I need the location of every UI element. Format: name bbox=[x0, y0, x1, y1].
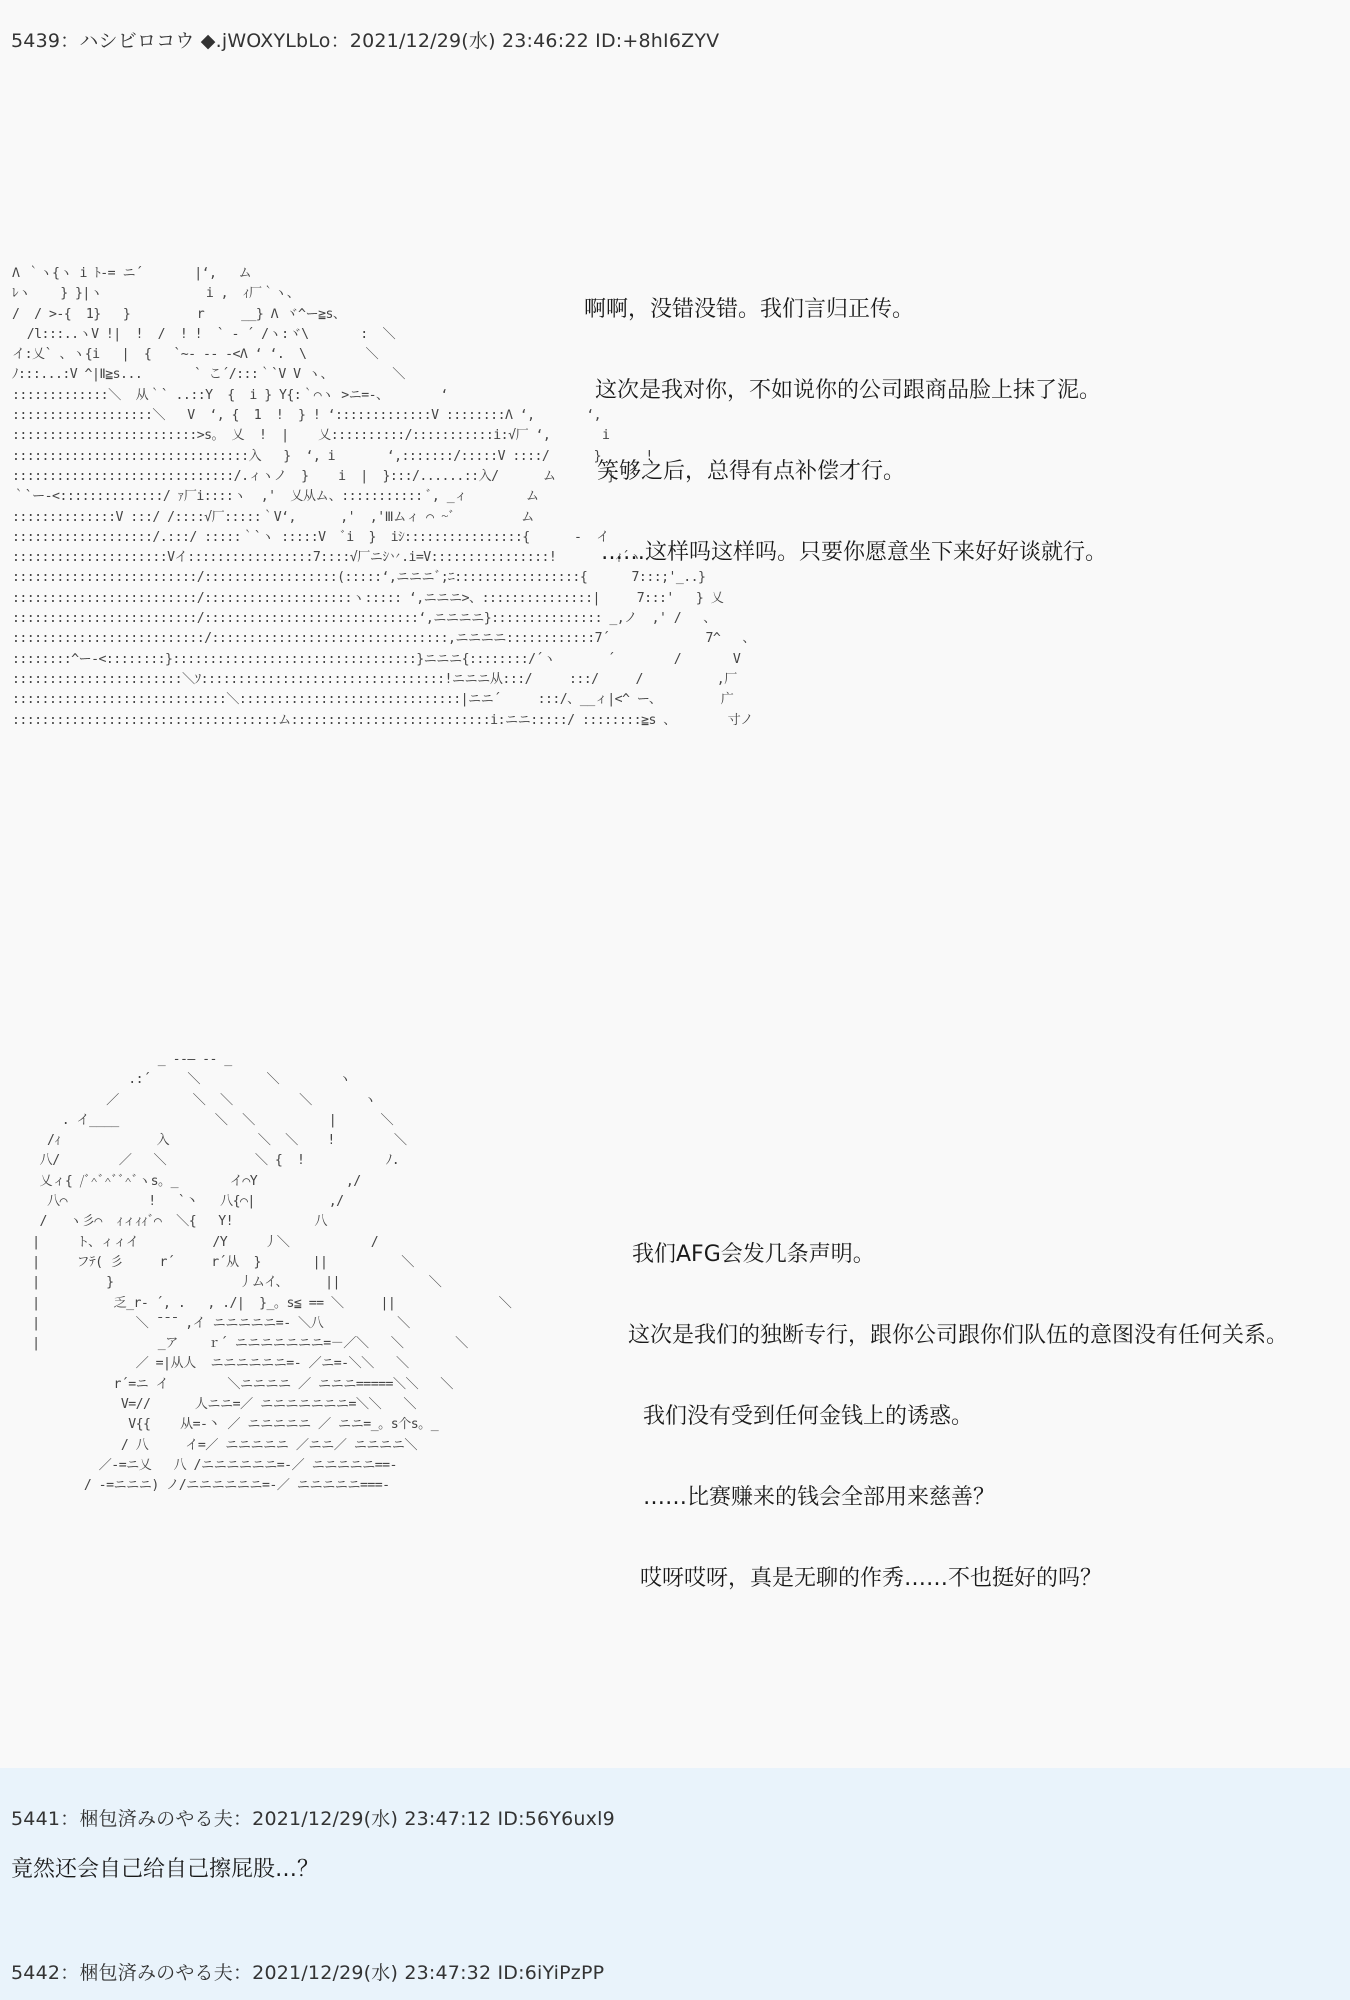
dialogue-line: 我们没有受到任何金钱上的诱惑。 bbox=[643, 1404, 974, 1429]
dialogue-line: 哎呀哎呀，真是无聊的作秀……不也挺好的吗？ bbox=[640, 1566, 1103, 1591]
post-body: 竟然还会自己给自己擦屁股…？ bbox=[11, 1857, 320, 1882]
dialogue-line: 啊啊，没错没错。我们言归正传。 bbox=[584, 297, 915, 322]
post-header: 5442：梱包済みのやる夫：2021/12/29(水) 23:47:32 ID:6iYiPzPP bbox=[11, 1962, 605, 1984]
dialogue-line: 这次是我对你，不如说你的公司跟商品脸上抹了泥。 bbox=[595, 378, 1102, 403]
dialogue-line: 这次是我们的独断专行，跟你公司跟你们队伍的意图没有任何关系。 bbox=[628, 1323, 1289, 1348]
post-5442 bbox=[0, 1928, 1350, 2000]
dialogue-line: ……比赛赚来的钱会全部用来慈善？ bbox=[643, 1485, 996, 1510]
ascii-art-character: _ -‐― -- _ .:´ ＼ ＼ ヽ ／ ＼ ＼ ＼ ヽ . イ____ ＼ ＼ | ＼ /ｨ 入 ＼ ＼ ! ＼ 八/ ／ ＼ ＼ { ! ﾉ. 乂ィ{ /ﾞ^ﾞ^ﾞﾞ^ﾞヽs。_ イ⌒Y ,/ 八⌒ ! `丶 八{⌒| ,/ / ヽ彡⌒ ｨィｨｨﾞ⌒ ＼{ Y! 八 | ト、ィィイ /Y 丿＼ / | フﾃ( 彡 r´ r´从 } || ＼ | } 丿ムイ、 || ＼ | 乏_r‐ ´, . , ./| }_。s≦ == ＼ || ＼ | ＼ ̄ ̄ ̄ ,イ ニニニニニ=- ＼八 ＼ | _ア ｒ´ ニニニニニニニ=－／＼ ＼ ＼ ／ =|从人 ニニニニニニ=- ／ニ=-＼＼ ＼ r´=ニ イ ＼ニニニニ ／ ニニニ=====＼＼ ＼ V=// 人ニニ=／ ニニニニニニニ=＼＼ ＼ V{{ 从=-丶 ／ ニニニニニ ／ ニニ=_。s个s。_ / 八 イ=／ ニニニニニ ／ニニ／ ニニニニ＼ ／-=ニ乂 八 /ニニニニニニ=-／ ニニニニニ==- / -=ニニニ) ノ/ニニニニニニ=-／ ニニニニニ===- bbox=[32, 1052, 512, 1494]
post-header: 5441：梱包済みのやる夫：2021/12/29(水) 23:47:12 ID:56Y6uxl9 bbox=[11, 1808, 615, 1830]
post-5441 bbox=[0, 1768, 1350, 1928]
dialogue-line: 笑够之后，总得有点补偿才行。 bbox=[597, 459, 906, 484]
ascii-art-character: Λ ｀ヽ{ヽ i ﾄ-= ニ´ |‘, ム ﾚヽ } }|ヽ i , ｨ厂｀ヽ、 / / >-{ 1} } r __} Λ ヾ^ー≧s、 /l:::..ヽV !| ! / ! ! ` ‐ ´ /ヽ:ヾ\ : ＼ イ:乂` 、ヽ{i | { `~- -- -<Λ ‘ ‘. \ ＼ ﾉ:::...:V ^|Ⅱ≧s... ` こ´/:::｀`V V ヽ、 ＼ :::::::::::::＼ 从｀` ..::Y { i } Y{:｀⌒ヽ >ニ=-、 ‘ :::::::::::::::::::＼ V ‘, { 1 ! } ! ‘:::::::::::::V ::::::::Λ ‘, ‘, :::::::::::::::::::::::::>s。 乂 ! | 乂::::::::::/:::::::::::i:√厂 ‘, i ::::::::::::::::::::::::::::::::入 } ‘, i ‘,:::::::/:::::V ::::/ } ! ::::::::::::::::::::::::::::::/.ィヽノ } i | }:::/......::入/ ム } ｀`ー-<::::::::::::::/ ｧ厂i::::ヽ ,' 乂从ム、::::::::::: ﾞ, _ィ ム ::::::::::::::V :::/ /::::√厂:::::｀V‘, ,' ,'Ⅲムィ ⌒ ~ﾞ ム :::::::::::::::::::/.:::/ :::::｀`ヽ :::::V ﾞi } iｼ::::::::::::::::{ - イ :::::::::::::::::::::Vイ:::::::::::::::::7::::√厂ニｼ丷.i=V::::::::::::::::! ｨ´ヽ :::::::::::::::::::::::::/::::::::::::::::::(:::::‘,ニニニﾞ;ﾆ:::::::::::::::::{ 7:::;'_..} :::::::::::::::::::::::::/::::::::::::::::::::ヽ::::: ‘,ニニニ>、:::::::::::::::| 7:::' } 乂 :::::::::::::::::::::::::/:::::::::::::::::::::::::::::‘,ニニニニ}::::::::::::::: _,ノ ,' / 、 ::::::::::::::::::::::::::/::::::::::::::::::::::::::::::::,ニニニニ::::::::::::7´ 7^ 、 ::::::::^ー‐<::::::::}:::::::::::::::::::::::::::::::::}ニニニ{::::::::/´ヽ ´ / V :::::::::::::::::::::::＼ｿ:::::::::::::::::::::::::::::::::!ニニニ从:::/ :::/ / ,厂 :::::::::::::::::::::::::::::＼::::::::::::::::::::::::::::::|ニニ´ :::/、__ィ|<^ ー、 广 ::::::::::::::::::::::::::::::::::::ム:::::::::::::::::::::::::::i:ニニ:::::/ ::::::::≧s 、 寸ノ bbox=[12, 266, 756, 728]
post-header: 5439：ハシビロコウ ◆.jWOXYLbLo：2021/12/29(水) 23:46:22 ID:+8hI6ZYV bbox=[11, 30, 720, 52]
dialogue-line: 我们AFG会发几条声明。 bbox=[632, 1242, 875, 1267]
dialogue-line: ……这样吗这样吗。只要你愿意坐下来好好谈就行。 bbox=[601, 540, 1108, 565]
